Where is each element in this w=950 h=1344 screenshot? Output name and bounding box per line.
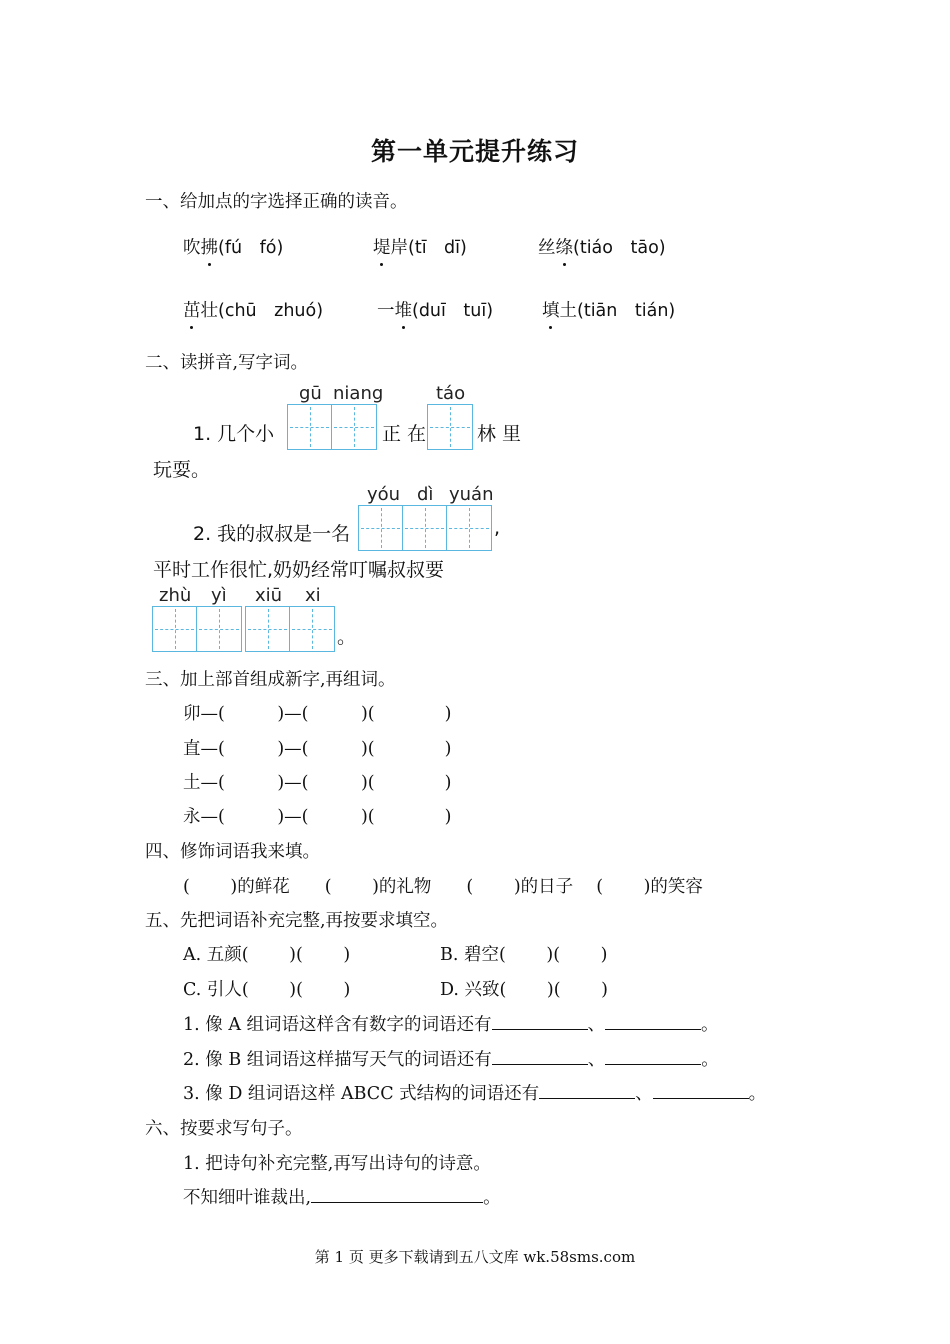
pinyin-choice-item xyxy=(377,297,493,322)
idiom-a: A. 五颜( )( ) xyxy=(183,945,351,965)
period: 。 xyxy=(748,1084,767,1104)
grid-cell[interactable] xyxy=(332,405,376,449)
item-pinyin: (tiáo tāo) xyxy=(573,238,666,258)
pinyin-choice-item xyxy=(542,297,675,322)
dotted-char: 堆 xyxy=(395,297,413,322)
question-2-2-line: 平时工作很忙,奶奶经常叮嘱叔叔要 xyxy=(153,559,445,581)
answer-blank[interactable] xyxy=(492,1048,588,1065)
question-2-2-comma: , xyxy=(494,517,501,539)
pinyin-label: yuán xyxy=(449,484,494,505)
pinyin-label: niang xyxy=(333,383,384,404)
pinyin-label: dì xyxy=(417,484,434,505)
section-1-heading: 一、给加点的字选择正确的读音。 xyxy=(145,192,408,212)
radical-row: 卯—( )—( )( ) xyxy=(183,704,452,724)
grid-cell[interactable] xyxy=(290,607,334,651)
grid-cell[interactable] xyxy=(153,607,197,651)
pinyin-label: yóu xyxy=(367,484,401,505)
poem-text: 不知细叶谁裁出, xyxy=(183,1188,312,1208)
radical-row: 土—( )—( )( ) xyxy=(183,773,452,793)
question-2-2-prefix: 2. 我的叔叔是一名 xyxy=(193,523,351,545)
section-6-question-1: 1. 把诗句补充完整,再写出诗句的诗意。 xyxy=(183,1154,491,1174)
grid-cell[interactable] xyxy=(246,607,290,651)
dotted-char: 茁 xyxy=(183,297,201,322)
writing-grid-xiuxi[interactable] xyxy=(245,606,335,652)
dotted-char: 绦 xyxy=(556,234,574,259)
separator: 、 xyxy=(587,1050,606,1070)
separator: 、 xyxy=(587,1015,606,1035)
question-2-1-end: 玩耍。 xyxy=(153,459,211,481)
pinyin-choice-item xyxy=(183,297,323,322)
radical-row: 永—( )—( )( ) xyxy=(183,807,452,827)
page-footer: 第 1 页 更多下载请到五八文库 wk.58sms.com xyxy=(314,1248,636,1266)
period: 。 xyxy=(701,1015,719,1035)
answer-blank[interactable] xyxy=(653,1082,749,1099)
item-pinyin: 岸(tī dī) xyxy=(390,238,467,258)
dotted-char: 拂 xyxy=(201,234,219,259)
pinyin-choice-item xyxy=(538,234,666,259)
answer-blank[interactable] xyxy=(311,1186,483,1203)
fill-question-2 xyxy=(183,1046,719,1071)
answer-blank[interactable] xyxy=(492,1013,588,1030)
pinyin-label: táo xyxy=(436,383,466,404)
grid-cell[interactable] xyxy=(197,607,241,651)
radical-row: 直—( )—( )( ) xyxy=(183,739,452,759)
grid-cell[interactable] xyxy=(447,506,491,550)
item-pinyin: 土(tiān tián) xyxy=(559,301,676,321)
item-text: 丝 xyxy=(538,238,556,258)
grid-cell[interactable] xyxy=(288,405,332,449)
question-2-1-prefix: 1. 几个小 xyxy=(193,423,275,445)
question-2-2-end: 。 xyxy=(337,626,357,648)
answer-blank[interactable] xyxy=(605,1013,701,1030)
pinyin-label: yì xyxy=(211,585,227,606)
answer-blank[interactable] xyxy=(605,1048,701,1065)
fill-question-3 xyxy=(183,1080,766,1105)
period: 。 xyxy=(483,1188,501,1208)
section-3-heading: 三、加上部首组成新字,再组词。 xyxy=(145,670,396,690)
idiom-c: C. 引人( )( ) xyxy=(183,980,351,1000)
item-pinyin: (duī tuī) xyxy=(412,301,494,321)
writing-grid-zhuyi[interactable] xyxy=(152,606,242,652)
item-text: 吹 xyxy=(183,238,201,258)
question-2-1-suffix: 林 里 xyxy=(477,423,522,445)
modifier-line: ( )的鲜花 ( )的礼物 ( )的日子 ( )的笑容 xyxy=(183,877,703,897)
question-text: 1. 像 A 组词语这样含有数字的词语还有 xyxy=(183,1015,492,1035)
period: 。 xyxy=(701,1050,719,1070)
section-6-heading: 六、按要求写句子。 xyxy=(145,1119,303,1139)
dotted-char: 堤 xyxy=(373,234,391,259)
writing-grid-youdiyuan[interactable] xyxy=(358,505,492,551)
writing-grid-guniang[interactable] xyxy=(287,404,377,450)
pinyin-choice-item xyxy=(373,234,467,259)
dotted-char: 填 xyxy=(542,297,560,322)
section-4-heading: 四、修饰词语我来填。 xyxy=(145,842,320,862)
section-2-heading: 二、读拼音,写字词。 xyxy=(145,353,309,373)
grid-cell[interactable] xyxy=(428,405,472,449)
section-5-heading: 五、先把词语补充完整,再按要求填空。 xyxy=(145,911,449,931)
pinyin-label: xiū xyxy=(255,585,283,606)
question-text: 3. 像 D 组词语这样 ABCC 式结构的词语还有 xyxy=(183,1084,540,1104)
question-2-1-middle: 正 在 xyxy=(382,423,427,445)
idiom-b: B. 碧空( )( ) xyxy=(440,945,608,965)
pinyin-label: gū xyxy=(299,383,322,404)
item-pinyin: 壮(chū zhuó) xyxy=(200,301,324,321)
pinyin-label: zhù xyxy=(159,585,192,606)
item-text: 一 xyxy=(377,301,395,321)
pinyin-choice-item xyxy=(183,234,283,259)
item-pinyin: (fú fó) xyxy=(218,238,284,258)
grid-cell[interactable] xyxy=(359,506,403,550)
pinyin-label: xi xyxy=(305,585,321,606)
separator: 、 xyxy=(635,1084,653,1104)
grid-cell[interactable] xyxy=(403,506,447,550)
page-title: 第一单元提升练习 xyxy=(370,137,579,166)
idiom-d: D. 兴致( )( ) xyxy=(440,980,608,1000)
fill-question-1 xyxy=(183,1011,719,1036)
answer-blank[interactable] xyxy=(539,1082,635,1099)
writing-grid-tao[interactable] xyxy=(427,404,473,450)
question-text: 2. 像 B 组词语这样描写天气的词语还有 xyxy=(183,1050,492,1070)
poem-fill-line xyxy=(183,1184,501,1209)
